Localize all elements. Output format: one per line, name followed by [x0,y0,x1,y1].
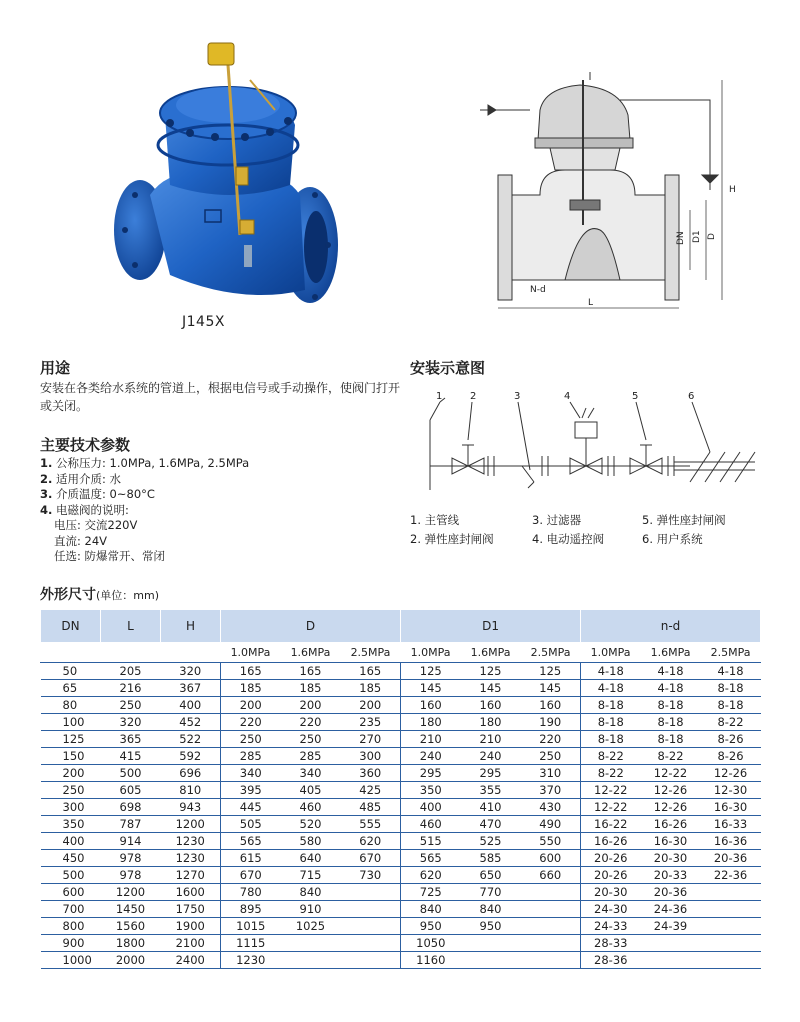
table-cell [341,935,401,952]
table-cell: 160 [401,697,461,714]
table-cell: 16-22 [581,816,641,833]
table-cell: 185 [281,680,341,697]
dim-nd-label: N-d [530,285,546,295]
dim-dn-label: DN [676,231,686,245]
table-cell: 180 [461,714,521,731]
table-cell: 943 [161,799,221,816]
table-cell: 285 [281,748,341,765]
table-row [41,918,761,935]
subhead-blank [161,643,221,663]
table-cell [641,935,701,952]
table-cell: 200 [41,765,101,782]
table-row [41,748,761,765]
table-cell: 4-18 [581,663,641,680]
table-cell: 12-22 [581,799,641,816]
table-cell: 270 [341,731,401,748]
dim-h-label: H [729,185,736,195]
table-cell: 24-36 [641,901,701,918]
table-cell: 585 [461,850,521,867]
table-cell: 780 [221,884,281,901]
table-cell: 12-30 [701,782,761,799]
table-cell: 160 [521,697,581,714]
install-num-1: 1 [436,391,443,402]
table-cell: 190 [521,714,581,731]
table-cell: 28-33 [581,935,641,952]
table-cell: 50 [41,663,101,680]
table-cell: 220 [281,714,341,731]
table-cell: 340 [221,765,281,782]
table-cell: 300 [41,799,101,816]
table-cell [641,952,701,969]
table-cell: 210 [461,731,521,748]
table-cell: 615 [221,850,281,867]
table-cell: 787 [101,816,161,833]
table-row [41,935,761,952]
table-cell: 900 [41,935,101,952]
table-row [41,884,761,901]
table-cell: 200 [341,697,401,714]
params-list [40,456,249,565]
table-cell: 12-26 [641,799,701,816]
table-row [41,799,761,816]
table-cell: 490 [521,816,581,833]
legend-item: 4. 电动遥控阀 [532,531,605,546]
table-row [41,952,761,969]
table-cell: 660 [521,867,581,884]
table-cell: 16-36 [701,833,761,850]
table-cell: 405 [281,782,341,799]
table-cell: 12-22 [581,782,641,799]
pressure-header: 1.0MPa [401,643,461,663]
table-cell: 515 [401,833,461,850]
table-cell: 470 [461,816,521,833]
table-cell: 8-22 [581,748,641,765]
table-cell: 580 [281,833,341,850]
params-title: 主要技术参数 [40,436,131,454]
table-cell: 452 [161,714,221,731]
table-cell [341,901,401,918]
table-row [41,850,761,867]
table-cell: 978 [101,867,161,884]
table-cell: 500 [41,867,101,884]
table-cell: 80 [41,697,101,714]
col-nd: n-d [581,610,761,643]
table-cell: 160 [461,697,521,714]
table-cell: 2000 [101,952,161,969]
param-item: 1. 公称压力: 1.0MPa, 1.6MPa, 2.5MPa [40,456,250,470]
table-cell: 520 [281,816,341,833]
table-cell: 1015 [221,918,281,935]
table-cell: 165 [281,663,341,680]
table-cell: 200 [281,697,341,714]
table-cell: 22-36 [701,867,761,884]
table-cell: 125 [521,663,581,680]
table-cell: 715 [281,867,341,884]
table-cell [701,884,761,901]
table-cell: 620 [401,867,461,884]
table-cell: 950 [401,918,461,935]
table-cell: 730 [341,867,401,884]
table-cell: 8-22 [701,714,761,731]
table-cell: 1270 [161,867,221,884]
table-cell [701,918,761,935]
install-num-2: 2 [470,391,477,402]
table-row [41,714,761,731]
dimensions-table [40,609,761,969]
table-cell: 360 [341,765,401,782]
table-row [41,816,761,833]
table-cell [521,901,581,918]
pressure-header: 1.6MPa [461,643,521,663]
table-cell: 16-33 [701,816,761,833]
col-l: L [101,610,161,643]
install-num-3: 3 [514,391,521,402]
table-cell: 670 [221,867,281,884]
install-num-6: 6 [688,391,695,402]
table-cell [521,884,581,901]
table-cell: 1450 [101,901,161,918]
table-cell: 125 [41,731,101,748]
table-cell: 460 [281,799,341,816]
table-cell: 8-18 [581,731,641,748]
table-cell: 12-22 [641,765,701,782]
table-cell: 145 [521,680,581,697]
table-cell: 20-26 [581,850,641,867]
table-cell: 216 [101,680,161,697]
table-cell: 8-26 [701,731,761,748]
table-cell: 450 [41,850,101,867]
table-cell: 840 [401,901,461,918]
table-cell [701,935,761,952]
table-cell [521,918,581,935]
table-row [41,867,761,884]
table-cell: 24-39 [641,918,701,935]
table-cell: 2400 [161,952,221,969]
table-cell: 8-18 [701,697,761,714]
dims-title: 外形尺寸(单位：mm) [40,587,160,603]
subhead-blank [101,643,161,663]
table-cell: 250 [281,731,341,748]
valve-schematic [470,60,770,315]
param-sub-item: 任选: 防爆常开、常闭 [54,549,166,563]
table-cell: 210 [401,731,461,748]
table-cell: 400 [401,799,461,816]
param-item: 4. 电磁阀的说明: [40,502,129,517]
table-cell: 8-22 [581,765,641,782]
valve-photo [110,35,340,315]
table-cell: 285 [221,748,281,765]
table-cell: 320 [161,663,221,680]
table-cell: 240 [401,748,461,765]
table-cell: 1230 [221,952,281,969]
pressure-header: 2.5MPa [701,643,761,663]
dim-l-label: L [588,298,594,308]
dim-d1-label: D1 [692,230,702,243]
table-cell: 20-33 [641,867,701,884]
table-cell: 950 [461,918,521,935]
table-cell: 205 [101,663,161,680]
table-cell: 800 [41,918,101,935]
table-cell: 8-18 [641,731,701,748]
table-cell: 250 [101,697,161,714]
table-cell: 24-30 [581,901,641,918]
table-cell [341,884,401,901]
table-cell: 350 [41,816,101,833]
table-row [41,782,761,799]
table-cell: 180 [401,714,461,731]
table-cell: 910 [281,901,341,918]
table-cell: 295 [461,765,521,782]
table-cell [281,952,341,969]
table-cell: 650 [461,867,521,884]
table-row [41,680,761,697]
table-cell: 600 [41,884,101,901]
table-cell: 1200 [101,884,161,901]
table-cell: 700 [41,901,101,918]
table-cell: 125 [401,663,461,680]
legend-item: 2. 弹性座封闸阀 [410,531,494,546]
col-d: D [221,610,401,643]
table-cell: 20-26 [581,867,641,884]
table-cell: 310 [521,765,581,782]
table-cell: 125 [461,663,521,680]
table-cell: 16-26 [581,833,641,850]
pressure-header: 2.5MPa [341,643,401,663]
table-cell: 145 [461,680,521,697]
legend-item: 3. 过滤器 [532,512,582,527]
table-row [41,833,761,850]
table-cell: 460 [401,816,461,833]
table-cell: 425 [341,782,401,799]
table-cell: 400 [41,833,101,850]
table-cell: 370 [521,782,581,799]
legend-item: 5. 弹性座封闸阀 [642,512,726,527]
table-cell: 4-18 [641,680,701,697]
table-cell: 415 [101,748,161,765]
table-cell: 605 [101,782,161,799]
table-cell: 895 [221,901,281,918]
pressure-header: 1.0MPa [581,643,641,663]
table-cell: 8-18 [641,714,701,731]
model-label: J145X [182,314,225,330]
table-cell: 300 [341,748,401,765]
table-cell: 810 [161,782,221,799]
table-cell: 8-18 [641,697,701,714]
table-cell: 340 [281,765,341,782]
usage-title: 用途 [40,359,71,377]
install-legend [410,510,770,548]
table-cell: 367 [161,680,221,697]
table-cell: 4-18 [581,680,641,697]
table-cell: 1115 [221,935,281,952]
table-cell: 355 [461,782,521,799]
table-cell: 1600 [161,884,221,901]
table-cell: 914 [101,833,161,850]
table-cell: 240 [461,748,521,765]
table-cell: 8-18 [581,714,641,731]
table-cell [461,952,521,969]
param-sub-item: 直流: 24V [54,533,108,548]
table-cell: 725 [401,884,461,901]
table-cell: 770 [461,884,521,901]
table-cell: 8-18 [581,697,641,714]
table-cell: 600 [521,850,581,867]
param-sub-item: 电压: 交流220V [54,518,138,532]
table-cell: 8-26 [701,748,761,765]
table-cell: 1000 [41,952,101,969]
table-cell: 65 [41,680,101,697]
table-cell: 185 [221,680,281,697]
table-cell: 320 [101,714,161,731]
install-diagram [410,390,770,500]
table-cell: 525 [461,833,521,850]
table-cell: 500 [101,765,161,782]
table-row [41,697,761,714]
table-cell: 620 [341,833,401,850]
table-cell [521,935,581,952]
table-cell: 698 [101,799,161,816]
table-cell [701,952,761,969]
table-cell: 12-26 [701,765,761,782]
table-cell: 28-36 [581,952,641,969]
table-cell: 1750 [161,901,221,918]
table-cell: 12-26 [641,782,701,799]
table-cell: 4-18 [641,663,701,680]
table-cell: 400 [161,697,221,714]
table-cell: 295 [401,765,461,782]
pressure-header: 2.5MPa [521,643,581,663]
table-cell: 220 [521,731,581,748]
table-cell: 145 [401,680,461,697]
table-cell: 20-30 [641,850,701,867]
legend-item: 1. 主管线 [410,512,460,527]
table-cell [701,901,761,918]
table-cell: 410 [461,799,521,816]
table-cell [521,952,581,969]
col-dn: DN [41,610,101,643]
table-cell [341,918,401,935]
table-cell: 8-22 [641,748,701,765]
table-cell: 250 [41,782,101,799]
table-cell: 24-33 [581,918,641,935]
col-d1: D1 [401,610,581,643]
table-row [41,765,761,782]
table-cell: 20-36 [641,884,701,901]
table-cell: 1900 [161,918,221,935]
table-cell: 20-30 [581,884,641,901]
param-item: 3. 介质温度: 0~80°C [40,487,155,501]
table-row [41,663,761,680]
table-cell: 16-30 [701,799,761,816]
install-title: 安装示意图 [410,359,486,377]
table-cell: 670 [341,850,401,867]
table-cell: 1230 [161,833,221,850]
install-num-5: 5 [632,391,639,402]
table-cell: 1200 [161,816,221,833]
table-cell: 4-18 [701,663,761,680]
table-cell: 840 [461,901,521,918]
table-cell [341,952,401,969]
usage-text: 安装在各类给水系统的管道上，根据电信号或手动操作，使阀门打开或关闭。 [40,381,401,413]
table-cell [281,935,341,952]
table-cell: 550 [521,833,581,850]
table-cell: 185 [341,680,401,697]
table-cell: 430 [521,799,581,816]
table-cell: 1160 [401,952,461,969]
col-h: H [161,610,221,643]
table-cell: 365 [101,731,161,748]
table-cell: 2100 [161,935,221,952]
table-row [41,731,761,748]
table-cell: 445 [221,799,281,816]
table-cell: 16-30 [641,833,701,850]
table-cell: 235 [341,714,401,731]
table-cell: 522 [161,731,221,748]
table-cell: 1050 [401,935,461,952]
table-cell: 220 [221,714,281,731]
table-cell [461,935,521,952]
table-cell: 16-26 [641,816,701,833]
table-cell: 565 [221,833,281,850]
table-cell: 978 [101,850,161,867]
table-cell: 1560 [101,918,161,935]
subhead-blank [41,643,101,663]
table-row [41,901,761,918]
dim-d-label: D [707,233,717,240]
table-cell: 696 [161,765,221,782]
table-cell: 485 [341,799,401,816]
install-num-4: 4 [564,391,571,402]
table-cell: 8-18 [701,680,761,697]
table-cell: 150 [41,748,101,765]
table-cell: 165 [341,663,401,680]
table-cell: 840 [281,884,341,901]
table-cell: 200 [221,697,281,714]
table-cell: 350 [401,782,461,799]
table-cell: 395 [221,782,281,799]
table-cell: 1800 [101,935,161,952]
table-cell: 20-36 [701,850,761,867]
table-cell: 250 [521,748,581,765]
table-cell: 592 [161,748,221,765]
legend-item: 6. 用户系统 [642,531,703,546]
table-cell: 505 [221,816,281,833]
table-cell: 1230 [161,850,221,867]
pressure-header: 1.6MPa [641,643,701,663]
pressure-header: 1.6MPa [281,643,341,663]
table-cell: 100 [41,714,101,731]
table-cell: 555 [341,816,401,833]
table-cell: 565 [401,850,461,867]
table-cell: 165 [221,663,281,680]
pressure-header: 1.0MPa [221,643,281,663]
table-cell: 1025 [281,918,341,935]
table-cell: 640 [281,850,341,867]
param-item: 2. 适用介质: 水 [40,471,122,486]
table-cell: 250 [221,731,281,748]
